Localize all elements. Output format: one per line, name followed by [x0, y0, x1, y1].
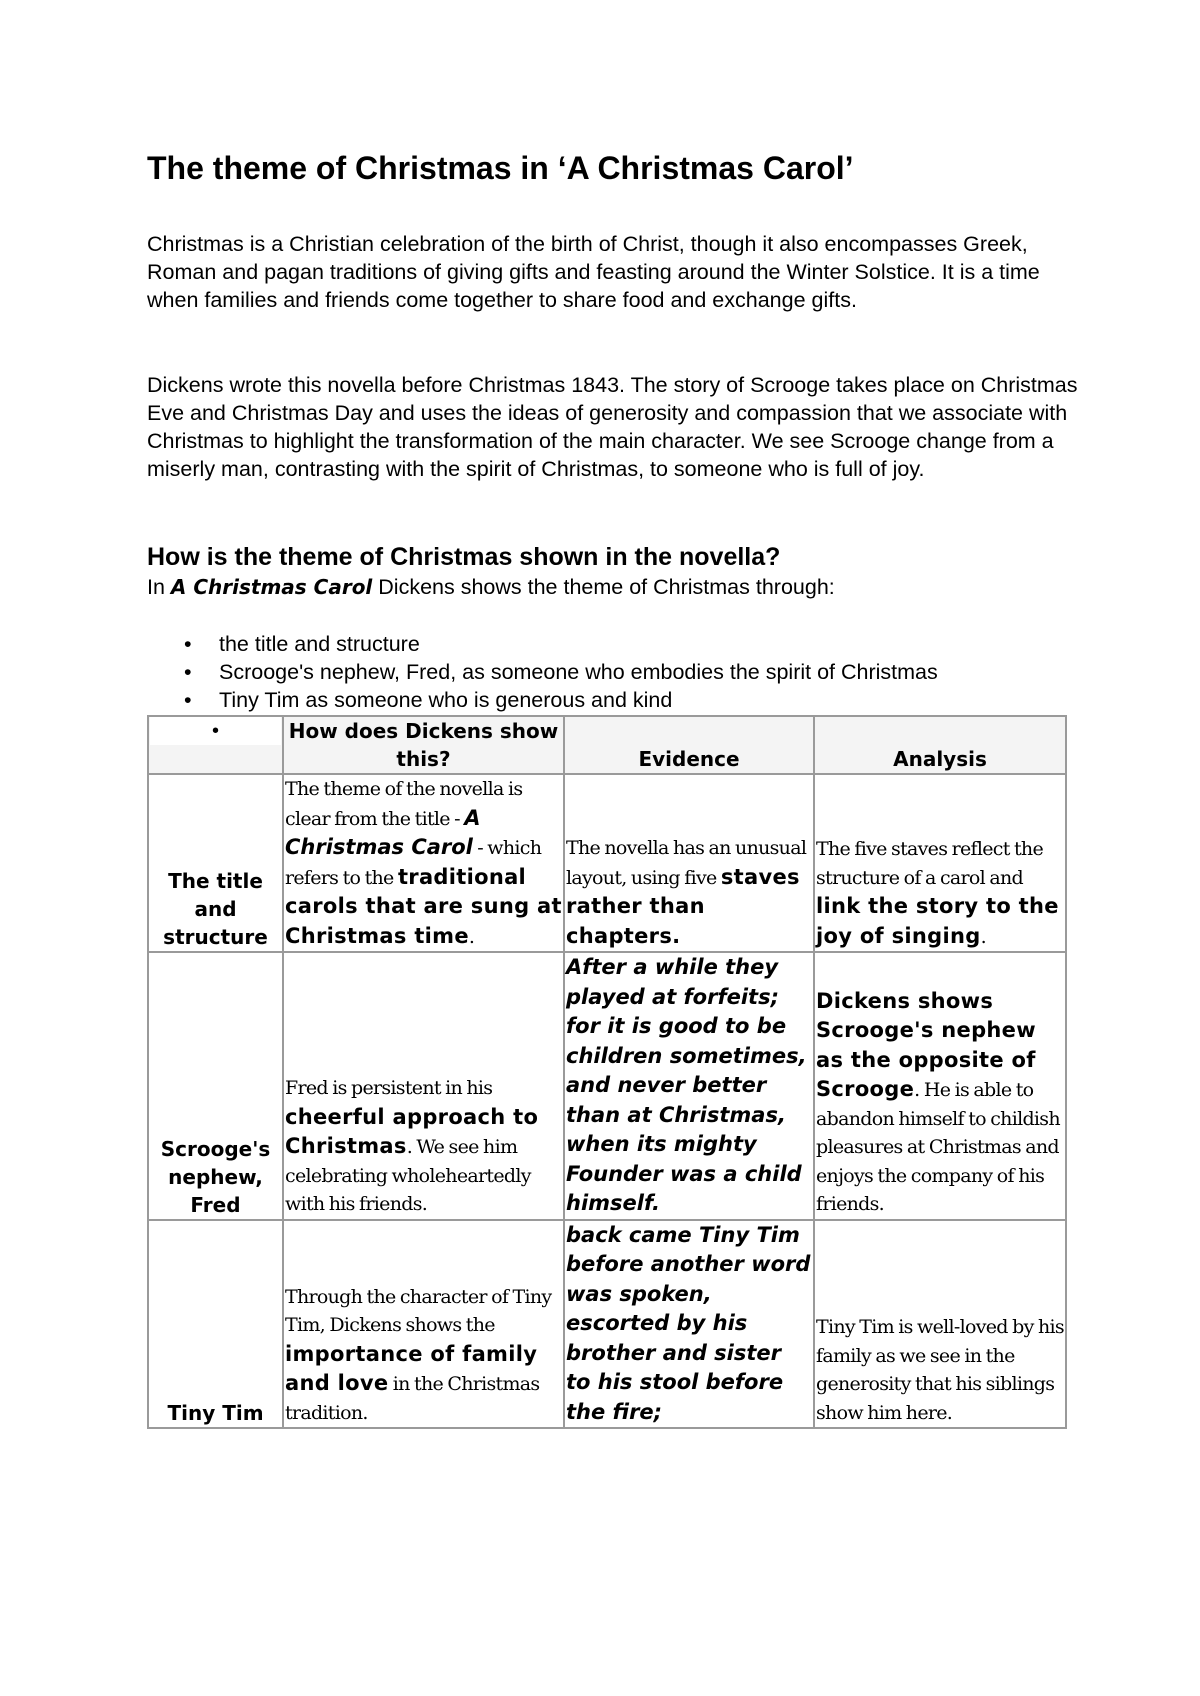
bold-text: importance of family and love: [285, 1341, 538, 1395]
header-cell-blank: [148, 716, 283, 774]
header-cell-how: How does Dickens show this?: [283, 716, 564, 774]
italic-text: A Christmas Carol: [285, 805, 481, 859]
table-row: [148, 1220, 1066, 1429]
header-cell-evidence: Evidence: [564, 716, 814, 774]
bullet-icon: •: [184, 632, 192, 656]
bold-text: staves rather than chapters.: [566, 864, 800, 948]
evidence-cell: [564, 1220, 814, 1429]
intro-prefix: In: [147, 575, 171, 599]
cell-text: The novella has an unusual layout, using five: [566, 837, 807, 889]
cell-text: The theme of the novella is clear from the title -: [285, 778, 523, 830]
intro-paragraph-2: Dickens wrote this novella before Christmas 1843. The story of Scrooge takes place on Christmas Eve and Christmas Day and uses the ideas of generosity and compassion that we associate with Christmas to highlight the transformation of the main character. We see Scrooge change from a miserly man, contrasting with the spirit of Christmas, to someone who is full of joy.: [147, 373, 1078, 481]
cell-text: The five staves reflect the structure of a carol and: [816, 838, 1044, 889]
bullet-icon: •: [184, 660, 192, 684]
list-item-text: Scrooge's nephew, Fred, as someone who embodies the spirit of Christmas: [219, 660, 938, 684]
list-item: [147, 658, 938, 686]
section-heading: How is the theme of Christmas shown in the novella?: [147, 543, 781, 571]
list-item-text: Tiny Tim as someone who is generous and kind: [219, 688, 673, 712]
cell-text: .: [980, 925, 986, 948]
bold-text: Dickens shows Scrooge's nephew as the opposite of Scrooge: [816, 988, 1036, 1101]
list-item: [147, 686, 938, 714]
bold-text: cheerful approach to Christmas: [285, 1104, 539, 1158]
intro-book-title: A Christmas Carol: [170, 575, 373, 599]
cell-text: in the Christmas tradition.: [285, 1373, 540, 1424]
table-header-row: [148, 716, 1066, 774]
cell-text: - which refers to the: [285, 837, 542, 889]
cell-text: Tiny Tim is well-loved by his family as we see in the generosity that his siblings show him here.: [816, 1316, 1064, 1424]
cell-text: . We see him celebrating wholeheartedly with his friends.: [285, 1136, 531, 1215]
analysis-cell: [814, 774, 1066, 952]
how-cell: [283, 1220, 564, 1429]
table-row: [148, 952, 1066, 1220]
italic-text: After a while they played at forfeits; for it is good to be children sometimes, and never better than at Christmas, when its mighty Founder was a child himself.: [566, 955, 807, 1215]
theme-bullet-list: [147, 630, 938, 714]
analysis-cell: [814, 952, 1066, 1220]
theme-analysis-table: [147, 715, 1067, 1429]
bold-text: traditional carols that are sung at Christmas time: [285, 864, 562, 948]
bullet-icon: •: [150, 717, 281, 745]
row-label: The title and structure: [148, 774, 283, 952]
intro-paragraph-1: Christmas is a Christian celebration of the birth of Christ, though it also encompasses Greek, Roman and pagan traditions of giving gifts and feasting around the Winter Solstice. It is a time when families and friends come together to share food and exchange gifts.: [147, 232, 1040, 312]
row-label: Tiny Tim: [148, 1220, 283, 1429]
analysis-cell: [814, 1220, 1066, 1429]
cell-text: .: [468, 925, 475, 948]
italic-text: back came Tiny Tim before another word was spoken, escorted by his brother and sister to his stool before the fire;: [566, 1222, 811, 1424]
cell-text: Fred is persistent in his: [285, 1077, 493, 1099]
how-cell: [283, 774, 564, 952]
cell-text: Through the character of Tiny Tim, Dickens shows the: [285, 1285, 552, 1336]
cell-text: . He is able to abandon himself to childish pleasures at Christmas and enjoys the company of his friends.: [816, 1079, 1060, 1215]
intro-suffix: Dickens shows the theme of Christmas through:: [372, 575, 835, 599]
evidence-cell: [564, 774, 814, 952]
document-title: The theme of Christmas in ‘A Christmas Carol’: [147, 150, 854, 186]
bold-text: link the story to the joy of singing: [816, 894, 1059, 948]
bullet-icon: •: [184, 688, 192, 712]
header-cell-analysis: Analysis: [814, 716, 1066, 774]
row-label: Scrooge's nephew, Fred: [148, 952, 283, 1220]
list-item-text: the title and structure: [219, 632, 420, 656]
how-cell: [283, 952, 564, 1220]
list-item: [147, 630, 938, 658]
table-row: [148, 774, 1066, 952]
section-intro: [147, 573, 835, 601]
evidence-cell: [564, 952, 814, 1220]
